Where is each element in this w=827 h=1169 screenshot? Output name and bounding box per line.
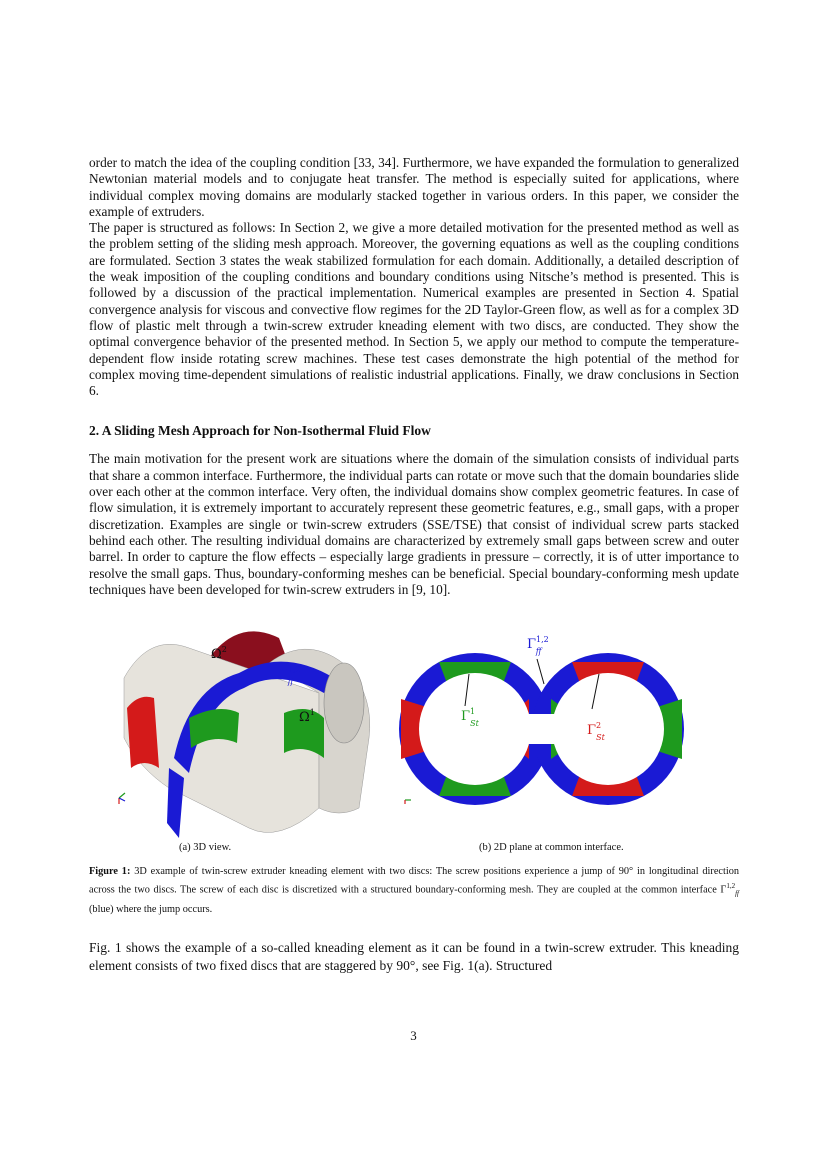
red-band <box>127 697 159 768</box>
axis-triad-2d <box>405 800 411 804</box>
caption-sup: 1,2 <box>726 882 736 891</box>
caption-symbol: Γ <box>720 884 727 896</box>
label-omega2: $\Omega^2$ <box>211 645 227 663</box>
caption-text-2: (blue) where the jump occurs. <box>89 903 213 915</box>
label-omega1: $\Omega^1$ <box>299 708 315 726</box>
left-core <box>419 673 531 785</box>
section-heading: 2. A Sliding Mesh Approach for Non-Isothermal Fluid Flow <box>89 423 431 439</box>
blue-interface-lower <box>167 768 184 838</box>
barrel-end <box>324 663 364 743</box>
label-gamma-ff-2d: Γ$^{1,2}$ ff <box>527 635 549 657</box>
caption-text-1: 3D example of twin-screw extruder kneading element with two discs: The screw positions experience a jump of 90° in longitudinal direction across the two discs. The screw of each disc is discretized with a structured boundary-conforming mesh. They are coupled at the common interface <box>89 866 739 896</box>
caption-label: Figure 1: <box>89 866 131 878</box>
right-core <box>552 673 664 785</box>
subcaption-a: (a) 3D view. <box>179 842 232 854</box>
page-number: 3 <box>410 1028 417 1043</box>
figure-3d-view <box>109 618 374 843</box>
label-gamma-st1: $\Gamma^1$ St <box>461 707 479 729</box>
paragraph-intro-end: order to match the idea of the coupling condition [33, 34]. Furthermore, we have expanded the formulation to generalized Newtonian material models and to conjugate heat transfer. The method is especially suited for applications, where individual complex moving domains are modularly stacked together in various orders. In this paper, we consider the example of extruders. <box>89 155 739 219</box>
page-content <box>89 155 739 988</box>
paragraph-figure-description: Fig. 1 shows the example of a so-called kneading element as it can be found in a twin-screw extruder. This kneading element consists of two fixed discs that are staggered by 90°, see Fig. 1(a). Structured <box>89 939 739 973</box>
figure-2d-plane <box>399 634 684 824</box>
caption-sub: ff <box>735 889 739 898</box>
axis-triad-3d <box>119 793 125 804</box>
figure-1 <box>89 618 739 858</box>
paragraph-motivation: The main motivation for the present work are situations where the domain of the simulation consists of individual parts that share a common interface. Furthermore, the individual parts can rotate or move such that the domain boundaries slide over each other at the common interface. Very often, the individual domains show complex geometric features. In case of flow simulation, it is extremely important to accurately represent these geometric features, e.g., small gaps, with a proper discretization. Examples are single or twin-screw extruders (SSE/TSE) that consist of individual screw parts stacked behind each other. The resulting individual domains are characterized by extremely small gaps between screw and outer barrel. In order to capture the flow effects – especially large gradients in pressure – correctly, it is of utter importance to resolve the small gaps. Thus, boundary-conforming meshes can be beneficial. Special boundary-conforming mesh update techniques have been developed for twin-screw extruders in [9, 10]. <box>89 451 739 597</box>
label-gamma-ff-3d: Γ$^{1,2}$ ff <box>279 665 301 687</box>
middle-gap <box>527 714 555 744</box>
figure-caption <box>89 864 739 916</box>
subcaption-b: (b) 2D plane at common interface. <box>479 842 624 854</box>
paragraph-structure: The paper is structured as follows: In Section 2, we give a more detailed motivation for the presented method as well as the problem setting of the sliding mesh approach. Moreover, the governing equations as well as the coupling conditions are formulated. Section 3 states the weak stabilized formulation for each domain. Additionally, a detailed description of the weak imposition of the coupling conditions and boundary conditions using Nitsche’s method is presented. This is followed by a discussion of the practical implementation. Numerical examples are presented in Section 4. Spatial convergence analysis for viscous and convective flow regimes for the 2D Taylor-Green flow, as well as for a complex 3D flow of plastic melt through a twin-screw extruder kneading element with two discs, are conducted. They show the optimal convergence behavior of the presented method. In Section 5, we apply our method to compute the temperature-dependent flow inside rotating screw machines. These test cases demonstrate the high potential of the method for complex moving time-dependent simulations of realistic industrial applications. Finally, we draw conclusions in Section 6. <box>89 220 739 399</box>
label-gamma-st2: $\Gamma^2$ St <box>587 721 605 743</box>
